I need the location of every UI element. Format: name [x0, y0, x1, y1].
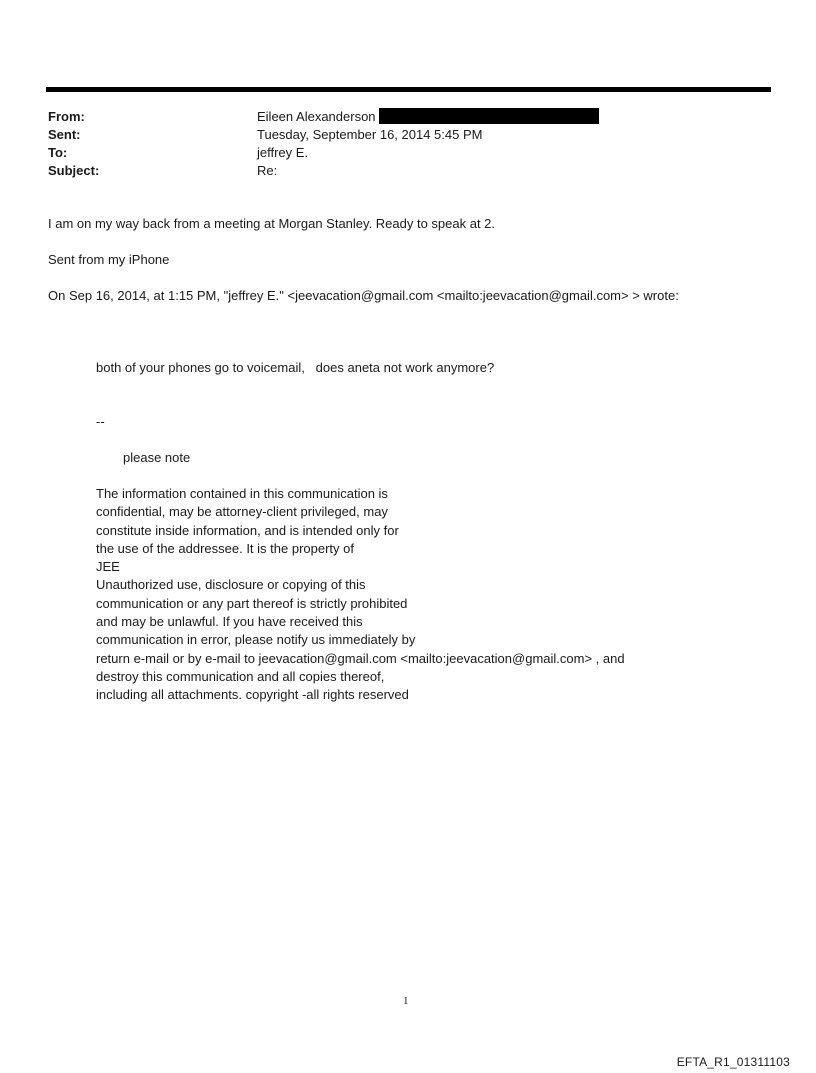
disclaimer-line: JEE [96, 559, 120, 575]
from-label: From: [48, 109, 85, 124]
disclaimer-line: constitute inside information, and is intended only for [96, 522, 399, 538]
header-divider [46, 87, 771, 92]
disclaimer [96, 485, 625, 705]
disclaimer-line: including all attachments. copyright -all rights reserved [96, 687, 409, 703]
disclaimer-line: communication or any part thereof is strictly prohibited [96, 595, 408, 611]
bates-number: EFTA_R1_01311103 [676, 1055, 790, 1069]
subject-value: Re: [257, 163, 278, 178]
signature-text: Sent from my iPhone [48, 252, 170, 267]
to-label: To: [48, 145, 68, 160]
from-value: Eileen Alexanderson [257, 109, 376, 124]
message-text: I am on my way back from a meeting at Morgan Stanley. Ready to speak at 2. [48, 216, 496, 231]
page-number: 1 [403, 995, 409, 1007]
disclaimer-line: return e-mail or by e-mail to jeevacation@gmail.com <mailto:jeevacation@gmail.com> , and [96, 650, 625, 666]
from-value-wrap [257, 108, 599, 126]
to-value: jeffrey E. [257, 145, 309, 160]
disclaimer-line: destroy this communication and all copies thereof, [96, 668, 385, 684]
disclaimer-line: the use of the addressee. It is the property of [96, 540, 354, 556]
separator: -- [96, 414, 105, 429]
subject-label: Subject: [48, 163, 100, 178]
disclaimer-line: The information contained in this communication is [96, 486, 388, 501]
quoted-message: both of your phones go to voicemail, does aneta not work anymore? [96, 360, 495, 375]
quote-intro: On Sep 16, 2014, at 1:15 PM, "jeffrey E." <jeevacation@gmail.com <mailto:jeevacation@gmail.com> > wrote: [48, 288, 679, 303]
disclaimer-line: and may be unlawful. If you have received this [96, 614, 363, 630]
disclaimer-line: Unauthorized use, disclosure or copying of this [96, 577, 366, 593]
please-note: please note [123, 450, 191, 465]
disclaimer-line: confidential, may be attorney-client privileged, may [96, 504, 388, 520]
sent-value: Tuesday, September 16, 2014 5:45 PM [257, 127, 483, 142]
disclaimer-line: communication in error, please notify us immediately by [96, 632, 416, 648]
sent-label: Sent: [48, 127, 81, 142]
redaction-box [379, 108, 599, 124]
